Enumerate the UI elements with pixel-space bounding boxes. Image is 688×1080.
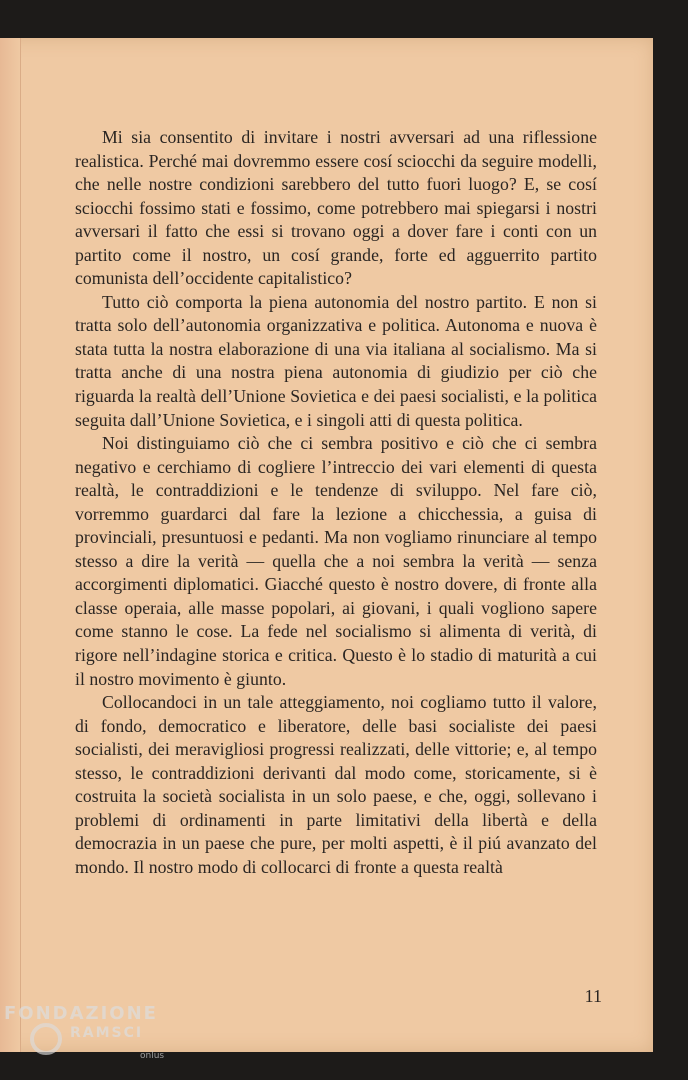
paragraph-4: Collocandoci in un tale atteggiamento, noi cogliamo tutto il valore, di fondo, democratico e liberatore, delle basi socialiste dei paesi socialisti, dei meravigliosi progressi realizzati, delle vittorie; e, al tempo stesso, le contraddizioni derivanti dal modo come, storicamente, si è costruita la società socialista in un solo paese, e che, oggi, sollevano i problemi di ordinamenti in parte limitativi della libertà e della democrazia in un paese che pure, per molti aspetti, è il piú avanzato del mondo. Il nostro modo di collocarci di fronte a questa realtà [75, 692, 597, 877]
watermark-line-3: onlus [140, 1051, 165, 1061]
paragraph-1: Mi sia consentito di invitare i nostri avversari ad una riflessione realistica. Perché mai dovremmo essere cosí sciocchi da seguire modelli, che nelle nostre condizioni sarebbero del tutto fuori luogo? E, se cosí sciocchi fossimo stati e fossimo, come potrebbero mai spiegarsi i nostri avversari il fatto che essi si trovano oggi a dover fare i conti con un partito come il nostro, un cosí grande, forte ed agguerrito partito comunista dell’occidente capitalistico? [75, 127, 597, 289]
page-edge [0, 38, 21, 1052]
page-number: 11 [584, 986, 602, 1006]
watermark-line-1: FONDAZIONE [4, 1003, 158, 1024]
book-page [0, 38, 653, 1052]
watermark-line-2: RAMSCI [70, 1025, 144, 1041]
paragraph-2: Tutto ciò comporta la piena autonomia del nostro partito. E non si tratta solo dell’autonomia organizzativa e politica. Autonoma e nuova è stata tutta la nostra elaborazione di una via italiana al socialismo. Ma si tratta anche di una nostra piena autonomia di giudizio per ciò che riguarda la realtà dell’Unione Sovietica e dei paesi socialisti, e la politica seguita dall’Unione Sovietica, e i singoli atti di questa politica. [75, 291, 597, 430]
body-text [75, 126, 597, 880]
paragraph-3: Noi distinguiamo ciò che ci sembra positivo e ciò che ci sembra negativo e cerchiamo di cogliere l’intreccio dei vari elementi di questa realtà, le contraddizioni e le tendenze di sviluppo. Nel fare ciò, vorremmo guardarci dal fare la lezione a chicchessia, a guisa di provinciali, presuntuosi e pedanti. Ma non vogliamo rinunciare al tempo stesso a dire la verità — quella che a noi sembra la verità — senza accorgimenti diplomatici. Giacché questo è nostro dovere, di fronte alla classe operaia, alle masse popolari, ai giovani, i quali vogliono sapere come stanno le cose. La fede nel socialismo si alimenta di verità, di rigore nell’indagine storica e critica. Questo è lo stadio di maturità a cui il nostro movimento è giunto. [75, 433, 597, 689]
